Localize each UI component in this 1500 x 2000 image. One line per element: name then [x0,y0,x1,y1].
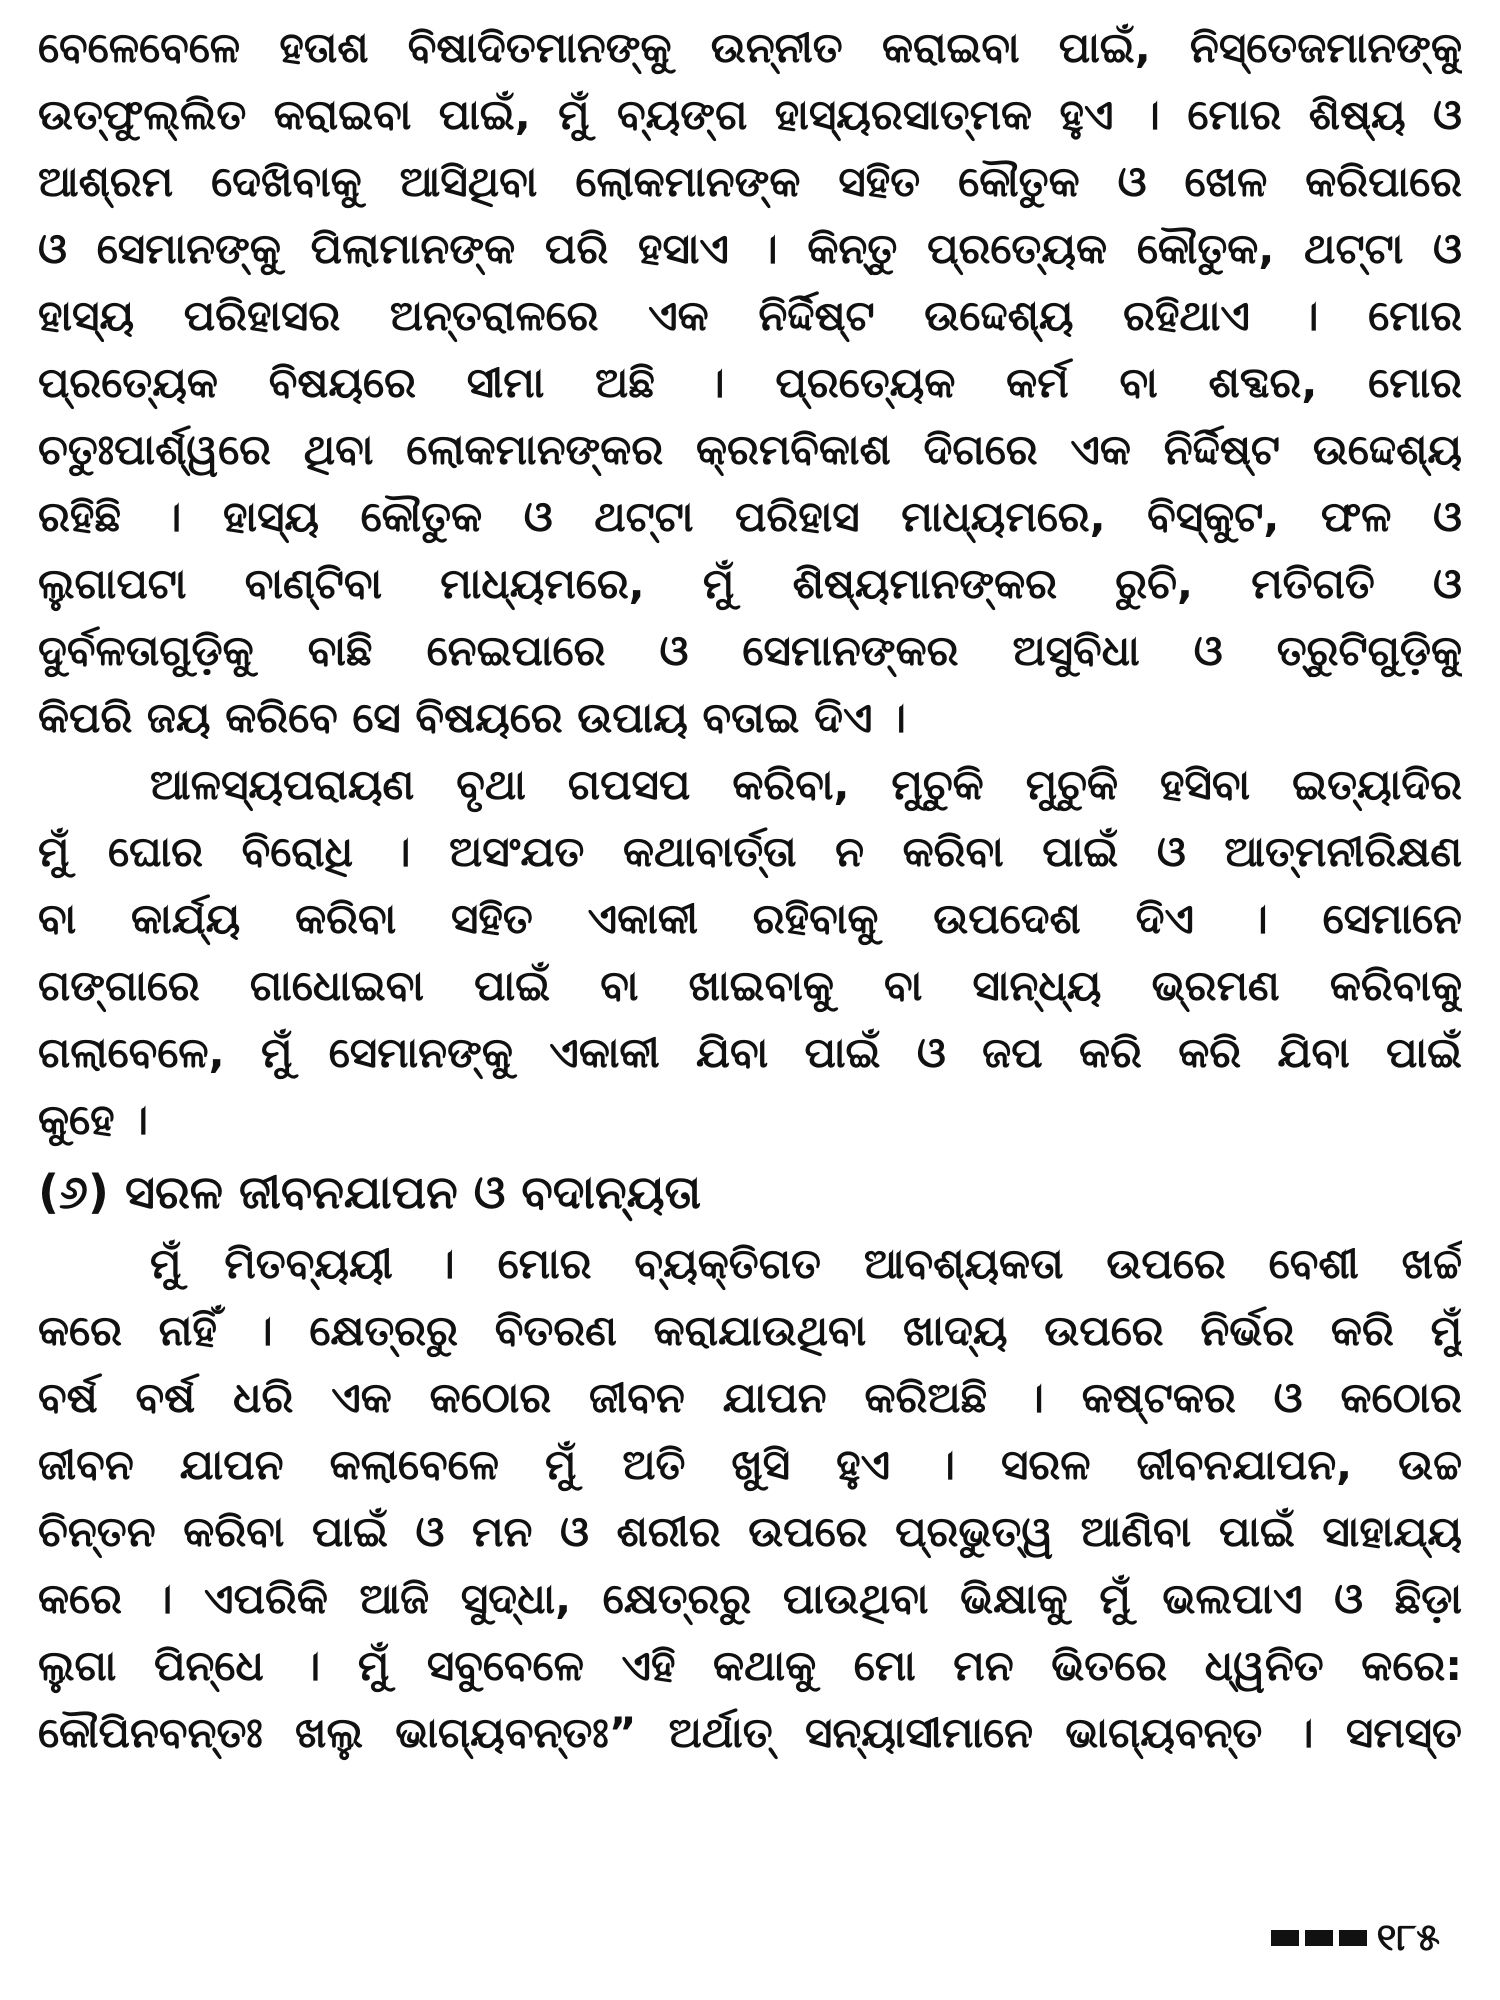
paragraph-1 [38,14,1462,751]
text-line: କିପରି ଜୟ କରିବେ ସେ ବିଷୟରେ ଉପାୟ ବତାଇ ଦିଏ । [38,693,907,742]
text-line: ଓ ସେମାନଙ୍କୁ ପିଲାମାନଙ୍କ ପରି ହସାଏ । କିନ୍ତୁ ପ୍ରତ୍ୟେକ କୌତୁକ, ଥଟ୍ଟା ଓ [38,224,1462,273]
block-mark [1271,1930,1299,1946]
text-line: ପ୍ରତ୍ୟେକ ବିଷୟରେ ସୀମା ଅଛି । ପ୍ରତ୍ୟେକ କର୍ମ ବା ଶବ୍ଦର, ମୋର [38,358,1462,407]
text-line: ଚିନ୍ତନ କରିବା ପାଇଁ ଓ ମନ ଓ ଶରୀର ଉପରେ ପ୍ରଭୁତ୍ୱ ଆଣିବା ପାଇଁ ସାହାଯ୍ୟ [38,1507,1462,1556]
text-line: ରହିଛି । ହାସ୍ୟ କୌତୁକ ଓ ଥଟ୍ଟା ପରିହାସ ମାଧ୍ୟମରେ, ବିସ୍କୁଟ, ଫଳ ଓ [38,492,1462,541]
text-line: ଚତୁଃପାର୍ଶ୍ୱରେ ଥିବା ଲୋକମାନଙ୍କର କ୍ରମବିକାଶ ଦିଗରେ ଏକ ନିର୍ଦ୍ଦିଷ୍ଟ ଉଦ୍ଦେଶ୍ୟ [38,425,1462,474]
text-line: ବର୍ଷ ବର୍ଷ ଧରି ଏକ କଠୋର ଜୀବନ ଯାପନ କରିଅଛି । କଷ୍ଟକର ଓ କଠୋର [38,1373,1462,1422]
text-line: ହାସ୍ୟ ପରିହାସର ଅନ୍ତରାଳରେ ଏକ ନିର୍ଦ୍ଦିଷ୍ଟ ଉଦ୍ଦେଶ୍ୟ ରହିଥାଏ । ମୋର [38,291,1462,340]
paragraph-2 [38,751,1462,1153]
text-line: ଗଲାବେଳେ, ମୁଁ ସେମାନଙ୍କୁ ଏକାକୀ ଯିବା ପାଇଁ ଓ ଜପ କରି କରି ଯିବା ପାଇଁ [38,1028,1462,1077]
text-line: ଆଶ୍ରମ ଦେଖିବାକୁ ଆସିଥିବା ଲୋକମାନଙ୍କ ସହିତ କୌତୁକ ଓ ଖେଳ କରିପାରେ [38,157,1462,206]
text-line: ବେଳେବେଳେ ହତାଶ ବିଷାଦିତମାନଙ୍କୁ ଉନ୍ନୀତ କରାଇବା ପାଇଁ, ନିସ୍ତେଜମାନଙ୍କୁ [38,23,1462,72]
text-line: ଉତ୍‌ଫୁଲ୍ଲିତ କରାଇବା ପାଇଁ, ମୁଁ ବ୍ୟଙ୍ଗ ହାସ୍ୟରସାତ୍ମକ ହୁଏ । ମୋର ଶିଷ୍ୟ ଓ [38,90,1462,139]
block-mark [1305,1930,1333,1946]
text-line: କୁହେ । [38,1095,149,1144]
text-line: ଲୁଗାପଟା ବାଣ୍ଟିବା ମାଧ୍ୟମରେ, ମୁଁ ଶିଷ୍ୟମାନଙ୍କର ରୁଚି, ମତିଗତି ଓ [38,559,1462,608]
text-line: ମୁଁ ମିତବ୍ୟୟୀ । ମୋର ବ୍ୟକ୍ତିଗତ ଆବଶ୍ୟକତା ଉପରେ ବେଶୀ ଖର୍ଚ୍ଚ [150,1239,1462,1288]
text-line: କରେ ନାହିଁ । କ୍ଷେତ୍ରରୁ ବିତରଣ କରାଯାଉଥିବା ଖାଦ୍ୟ ଉପରେ ନିର୍ଭର କରି ମୁଁ [38,1306,1462,1355]
text-line: ବା କାର୍ଯ୍ୟ କରିବା ସହିତ ଏକାକୀ ରହିବାକୁ ଉପଦେଶ ଦିଏ । ସେମାନେ [38,894,1462,943]
document-page [38,14,1462,1974]
text-line: କରେ । ଏପରିକି ଆଜି ସୁଦ୍ଧା, କ୍ଷେତ୍ରରୁ ପାଉଥିବା ଭିକ୍ଷାକୁ ମୁଁ ଭଲପାଏ ଓ ଛିଡ଼ା [38,1574,1462,1623]
text-line: ଦୁର୍ବଳତାଗୁଡ଼ିକୁ ବାଛି ନେଇପାରେ ଓ ସେମାନଙ୍କର ଅସୁବିଧା ଓ ତ୍ରୁଟିଗୁଡ଼ିକୁ [38,626,1462,675]
text-line: ଲୁଗା ପିନ୍ଧେ । ମୁଁ ସବୁବେଳେ ଏହି କଥାକୁ ମୋ ମନ ଭିତରେ ଧ୍ୱନିତ କରେ: [38,1641,1462,1690]
text-line: ଜୀବନ ଯାପନ କଲାବେଳେ ମୁଁ ଅତି ଖୁସି ହୁଏ । ସରଳ ଜୀବନଯାପନ, ଉଚ୍ଚ [38,1440,1462,1489]
paragraph-3 [38,1230,1462,1766]
text-line: ମୁଁ ଘୋର ବିରୋଧି । ଅସଂଯତ କଥାବାର୍ତ୍ତା ନ କରିବା ପାଇଁ ଓ ଆତ୍ମନୀରିକ୍ଷଣ [38,827,1462,876]
page-footer [1271,1915,1440,1960]
block-mark [1339,1930,1367,1946]
section-heading: (୬) ସରଳ ଜୀବନଯାପନ ଓ ବଦାନ୍ୟତା [38,1165,702,1219]
decorative-blocks [1271,1930,1367,1946]
text-line: ଗଙ୍ଗାରେ ଗାଧୋଇବା ପାଇଁ ବା ଖାଇବାକୁ ବା ସାନ୍ଧ୍ୟ ଭ୍ରମଣ କରିବାକୁ [38,961,1462,1010]
text-line: ଆଳସ୍ୟପରାୟଣ ବୃଥା ଗପସପ କରିବା, ମୁଚୁକି ମୁଚୁକି ହସିବା ଇତ୍ୟାଦିର [150,760,1462,809]
page-number: ୧୮୫ [1376,1915,1440,1959]
text-line: କୌପିନବନ୍ତଃ ଖଲୁ ଭାଗ୍ୟବନ୍ତଃ” ଅର୍ଥାତ୍ ସନ୍ୟାସୀମାନେ ଭାଗ୍ୟବନ୍ତ । ସମସ୍ତ [38,1708,1462,1757]
